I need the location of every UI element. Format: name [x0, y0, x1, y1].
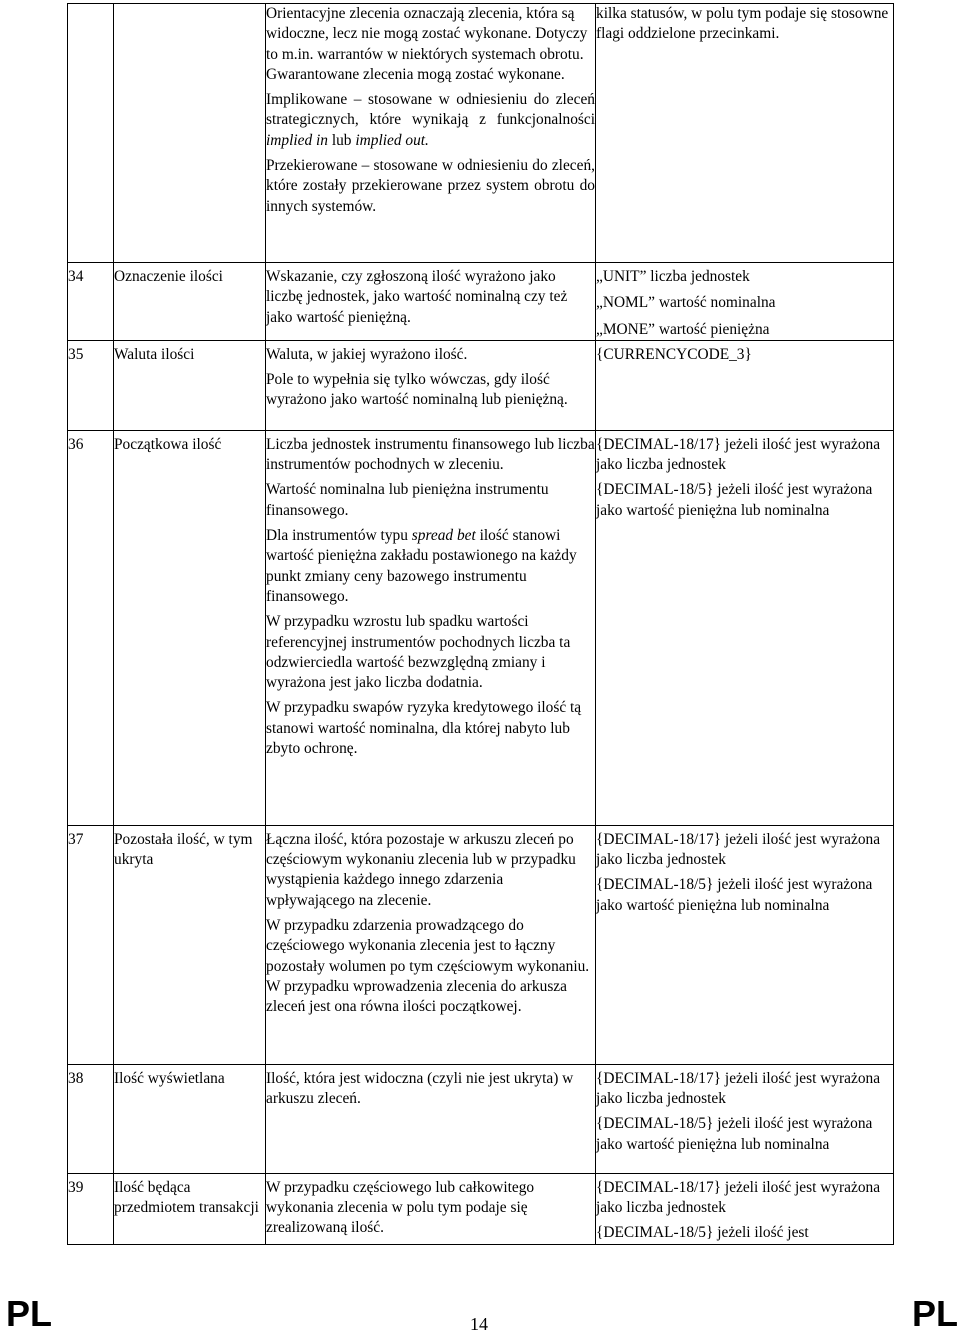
- table-row: [68, 263, 894, 341]
- field-name-cell: Ilość będąca przedmiotem transakcji: [114, 1173, 266, 1244]
- description-paragraph: Pole to wypełnia się tylko wówczas, gdy ilość wyrażono jako wartość nominalną lub pieniężną.: [266, 371, 568, 409]
- description-paragraph: Wartość nominalna lub pieniężna instrumentu finansowego.: [266, 481, 549, 519]
- format-paragraph: {DECIMAL-18/17} jeżeli ilość jest wyrażona jako liczba jednostek: [596, 830, 881, 869]
- field-description-cell: [266, 340, 596, 430]
- page-number: 14: [470, 1314, 488, 1334]
- field-format-cell: [596, 1173, 894, 1244]
- format-line: „MONE” wartość pieniężna: [596, 320, 770, 338]
- description-paragraph: Implikowane – stosowane w odniesieniu do zleceń strategicznych, które wynikają z funkcjonalności implied in lub implied out.: [266, 91, 595, 149]
- field-format-cell: [596, 825, 894, 1064]
- field-description-cell: [266, 1064, 596, 1173]
- footer-language-mark-right: PL: [912, 1293, 959, 1334]
- description-paragraph: Łączna ilość, która pozostaje w arkuszu zleceń po częściowym wykonaniu zlecenia lub w przypadku wystąpienia każdego innego zdarzenia wpływającego na zlecenie.: [266, 830, 576, 909]
- field-description-cell: [266, 1173, 596, 1244]
- description-paragraph: W przypadku zdarzenia prowadzącego do częściowego wykonania zlecenia jest to łączny pozostały wolumen po tym częściowym wykonaniu. W przypadku wprowadzenia zlecenia do arkusza zleceń jest ona równa ilości początkowej.: [266, 917, 590, 1016]
- field-number-cell: 39: [68, 1173, 114, 1244]
- format-paragraph: {DECIMAL-18/17} jeżeli ilość jest wyrażona jako liczba jednostek: [596, 435, 881, 474]
- field-name-cell: Początkowa ilość: [114, 430, 266, 825]
- description-paragraph: Dla instrumentów typu spread bet ilość stanowi wartość pieniężna zakładu postawionego na każdy punkt zmiany ceny bazowego instrumentu finansowego.: [266, 527, 577, 605]
- footer-language-mark-left: PL: [6, 1293, 53, 1334]
- description-paragraph: Przekierowane – stosowane w odniesieniu do zleceń, które zostały przekierowane przez system obrotu do innych systemów.: [266, 157, 595, 215]
- field-name-cell: Ilość wyświetlana: [114, 1064, 266, 1173]
- description-paragraph: W przypadku swapów ryzyka kredytowego ilość tą stanowi wartość nominalna, dla której nabyto lub zbyto ochronę.: [266, 699, 582, 758]
- field-name-cell: Pozostała ilość, w tym ukryta: [114, 825, 266, 1064]
- table-row: [68, 825, 894, 1064]
- description-paragraph: Ilość, która jest widoczna (czyli nie jest ukryta) w arkuszu zleceń.: [266, 1069, 574, 1108]
- field-description-cell: [266, 263, 596, 341]
- field-number-cell: 38: [68, 1064, 114, 1173]
- field-name-cell: Oznaczenie ilości: [114, 263, 266, 341]
- field-description-cell: [266, 430, 596, 825]
- field-format-cell: [596, 430, 894, 825]
- description-paragraph: Orientacyjne zlecenia oznaczają zlecenia, która są widoczne, lecz nie mogą zostać wykonane. Dotyczy to m.in. warrantów w niektórych systemach obrotu. Gwarantowane zlecenia mogą zostać wykonane.: [266, 5, 588, 83]
- table-row: [68, 1173, 894, 1244]
- field-name-cell: Waluta ilości: [114, 340, 266, 430]
- field-description-cell: [266, 4, 596, 263]
- format-line: „UNIT” liczba jednostek: [596, 268, 750, 285]
- field-format-cell: [596, 4, 894, 263]
- format-paragraph: kilka statusów, w polu tym podaje się stosowne flagi oddzielone przecinkami.: [596, 5, 889, 43]
- format-paragraph: {DECIMAL-18/5} jeżeli ilość jest: [596, 1224, 809, 1242]
- format-paragraph: {DECIMAL-18/5} jeżeli ilość jest wyrażona jako wartość pieniężna lub nominalna: [596, 481, 873, 519]
- description-paragraph: Wskazanie, czy zgłoszoną ilość wyrażono jako liczbę jednostek, jako wartość nominalną czy też jako wartość pieniężną.: [266, 268, 568, 326]
- field-number-cell: [68, 4, 114, 263]
- field-number-cell: 34: [68, 263, 114, 341]
- description-paragraph: Liczba jednostek instrumentu finansowego lub liczba instrumentów pochodnych w zleceniu.: [266, 435, 595, 474]
- table-row: [68, 1064, 894, 1173]
- field-format-cell: [596, 1064, 894, 1173]
- format-line: „NOML” wartość nominalna: [596, 294, 776, 312]
- format-paragraph: {DECIMAL-18/5} jeżeli ilość jest wyrażona jako wartość pieniężna lub nominalna: [596, 1115, 873, 1153]
- field-format-cell: [596, 340, 894, 430]
- format-paragraph: {CURRENCYCODE_3}: [596, 345, 752, 363]
- field-number-cell: 37: [68, 825, 114, 1064]
- format-paragraph: {DECIMAL-18/17} jeżeli ilość jest wyrażona jako liczba jednostek: [596, 1178, 881, 1217]
- field-number-cell: 35: [68, 340, 114, 430]
- description-paragraph: W przypadku wzrostu lub spadku wartości referencyjnej instrumentów pochodnych liczba ta odzwierciedla wartość bezwzględną zmiany i wyrażona jest jako liczba dodatnia.: [266, 613, 571, 692]
- format-paragraph: {DECIMAL-18/5} jeżeli ilość jest wyrażona jako wartość pieniężna lub nominalna: [596, 876, 873, 914]
- table-row: [68, 340, 894, 430]
- fields-table: [67, 3, 894, 1245]
- field-name-cell: [114, 4, 266, 263]
- table-row: [68, 4, 894, 263]
- table-row: [68, 430, 894, 825]
- field-format-cell: [596, 263, 894, 341]
- format-paragraph: {DECIMAL-18/17} jeżeli ilość jest wyrażona jako liczba jednostek: [596, 1069, 881, 1108]
- field-description-cell: [266, 825, 596, 1064]
- field-number-cell: 36: [68, 430, 114, 825]
- description-paragraph: W przypadku częściowego lub całkowitego wykonania zlecenia w polu tym podaje się zrealizowaną ilość.: [266, 1178, 535, 1237]
- description-paragraph: Waluta, w jakiej wyrażono ilość.: [266, 345, 468, 363]
